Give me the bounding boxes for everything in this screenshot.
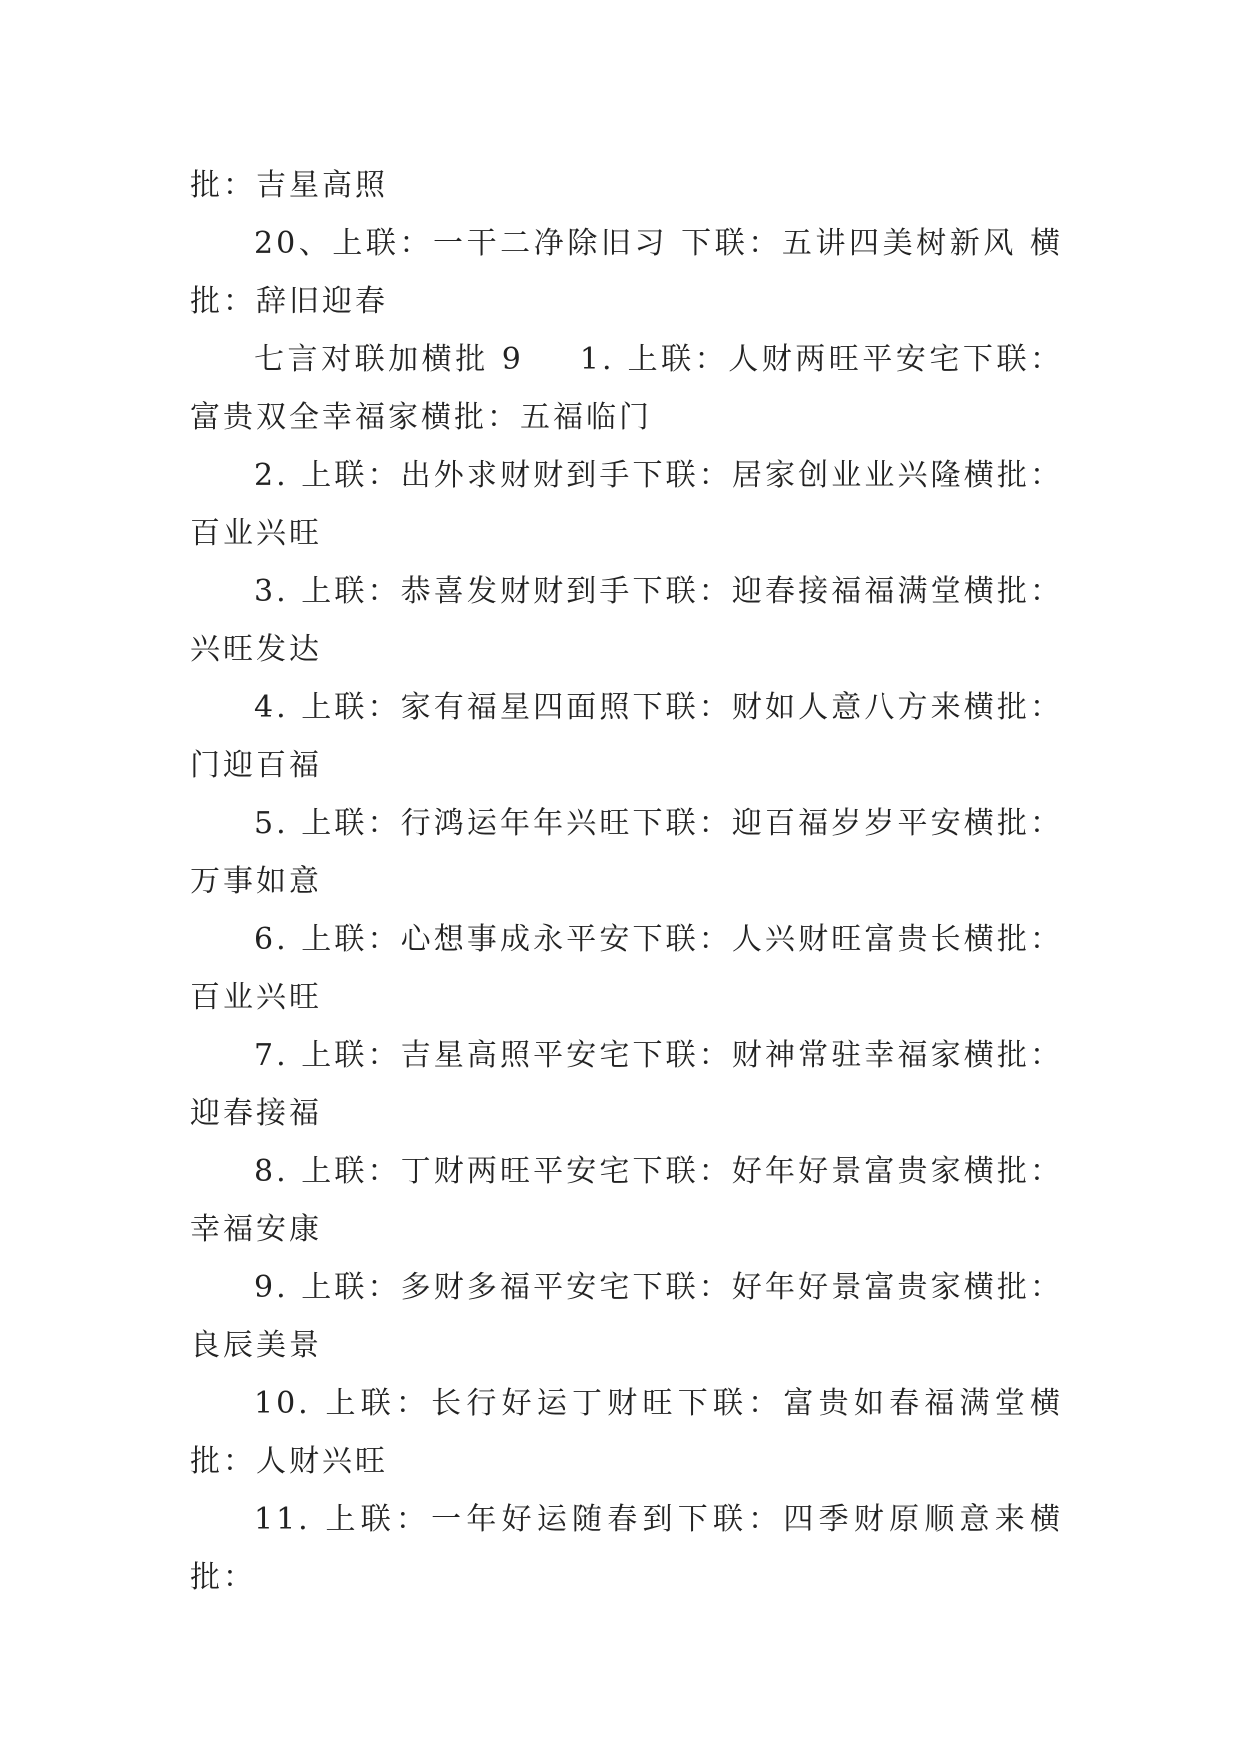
paragraph-item-7: 7. 上联：吉星高照平安宅下联：财神常驻幸福家横批：迎春接福 (190, 1038, 1063, 1131)
paragraph-item-10: 10. 上联：长行好运丁财旺下联：富贵如春福满堂横批：人财兴旺 (190, 1386, 1063, 1479)
section-first-item: 1. 上联：人财两旺平安宅下联：富贵双全幸福家横批：五福临门 (190, 342, 1064, 435)
paragraph-item-4: 4. 上联：家有福星四面照下联：财如人意八方来横批：门迎百福 (190, 690, 1063, 783)
paragraph-item-9: 9. 上联：多财多福平安宅下联：好年好景富贵家横批：良辰美景 (190, 1270, 1063, 1363)
document-body (190, 157, 1063, 1607)
section-paragraph (190, 331, 1063, 447)
paragraph-item-6: 6. 上联：心想事成永平安下联：人兴财旺富贵长横批：百业兴旺 (190, 922, 1063, 1015)
paragraph-item-5: 5. 上联：行鸿运年年兴旺下联：迎百福岁岁平安横批：万事如意 (190, 806, 1063, 899)
paragraph-item-20: 20、上联：一干二净除旧习 下联：五讲四美树新风 横批：辞旧迎春 (190, 226, 1063, 319)
paragraph-item-2: 2. 上联：出外求财财到手下联：居家创业业兴隆横批：百业兴旺 (190, 458, 1063, 551)
section-heading: 七言对联加横批 9 (254, 342, 524, 377)
paragraph-item-11: 11. 上联：一年好运随春到下联：四季财原顺意来横批： (190, 1502, 1063, 1595)
paragraph-continuation: 批：吉星高照 (190, 168, 388, 203)
paragraph-item-3: 3. 上联：恭喜发财财到手下联：迎春接福福满堂横批：兴旺发达 (190, 574, 1063, 667)
paragraph-item-8: 8. 上联：丁财两旺平安宅下联：好年好景富贵家横批：幸福安康 (190, 1154, 1063, 1247)
